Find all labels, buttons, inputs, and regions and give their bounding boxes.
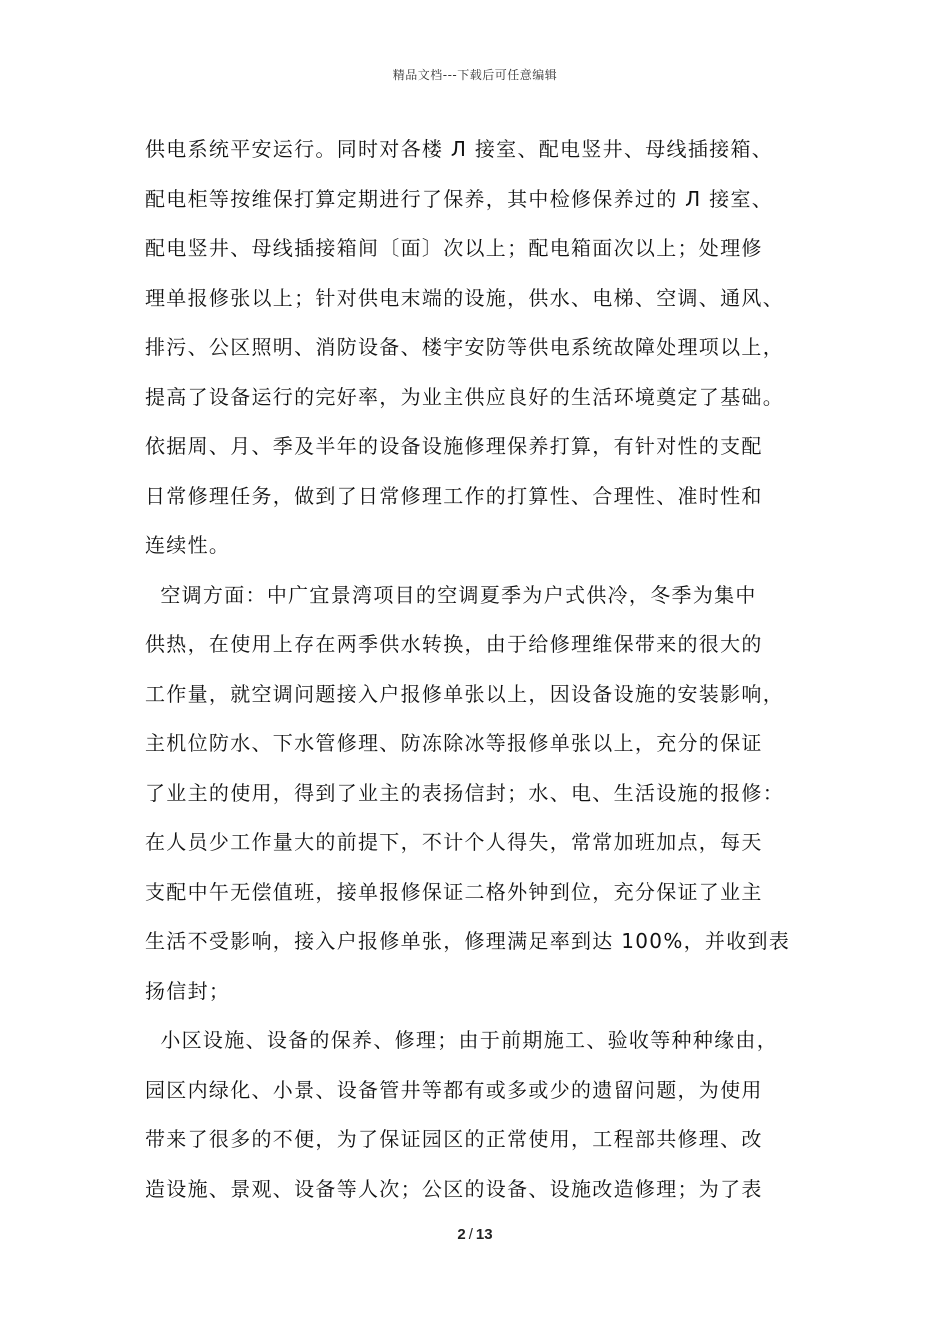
page-number	[0, 1226, 950, 1243]
text-line: 造设施、景观、设备等人次；公区的设备、设施改造修理；为了表	[145, 1176, 763, 1201]
text-line: 排污、公区照明、消防设备、楼宇安防等供电系统故障处理项以上，	[145, 335, 784, 359]
text-line: 日常修理任务，做到了日常修理工作的打算性、合理性、准时性和	[145, 483, 763, 508]
text-line: 供电系统平安运行。同时对各楼 Л 接室、配电竖井、母线插接箱、	[145, 137, 774, 161]
text-line: 带来了很多的不便，为了保证园区的正常使用，工程部共修理、改	[145, 1127, 763, 1151]
text-line: 在人员少工作量大的前提下，不计个人得失，常常加班加点，每天	[145, 830, 763, 854]
text-line: 主机位防水、下水管修理、防冻除冰等报修单张以上，充分的保证	[145, 731, 763, 755]
text-line: 配电柜等按维保打算定期进行了保养，其中检修保养过的 Л 接室、	[145, 186, 774, 211]
text-line: 依据周、月、季及半年的设备设施修理保养打算，有针对性的支配	[145, 434, 763, 458]
text-line: 扬信封；	[145, 978, 231, 1003]
page-separator: /	[468, 1226, 473, 1243]
text-line: 理单报修张以上；针对供电末端的设施，供水、电梯、空调、通风、	[145, 285, 784, 310]
text-line: 提高了设备运行的完好率，为业主供应良好的生活环境奠定了基础。	[145, 384, 784, 409]
text-line: 生活不受影响，接入户报修单张，修理满足率到达 100%，并收到表	[145, 929, 791, 953]
current-page: 2	[457, 1226, 466, 1243]
text-line: 连续性。	[145, 533, 231, 557]
text-line: 小区设施、设备的保养、修理；由于前期施工、验收等种种缘由，	[145, 1028, 779, 1052]
text-line: 供热，在使用上存在两季供水转换，由于给修理维保带来的很大的	[145, 632, 763, 656]
text-line: 支配中午无偿值班，接单报修保证二格外钟到位，充分保证了业主	[145, 879, 763, 904]
page-header: 精品文档---下载后可任意编辑	[392, 68, 558, 82]
text-line: 园区内绿化、小景、设备管井等都有或多或少的遗留问题，为使用	[145, 1077, 763, 1102]
text-line: 了业主的使用，得到了业主的表扬信封；水、电、生活设施的报修：	[145, 780, 784, 805]
document-body	[145, 125, 825, 1214]
text-line: 配电竖井、母线插接箱间〔面〕次以上；配电箱面次以上；处理修	[145, 236, 763, 260]
text-line: 工作量，就空调问题接入户报修单张以上，因设备设施的安装影响，	[145, 681, 784, 706]
total-pages: 13	[475, 1226, 493, 1243]
text-line: 空调方面：中广宜景湾项目的空调夏季为户式供冷，冬季为集中	[145, 582, 757, 607]
